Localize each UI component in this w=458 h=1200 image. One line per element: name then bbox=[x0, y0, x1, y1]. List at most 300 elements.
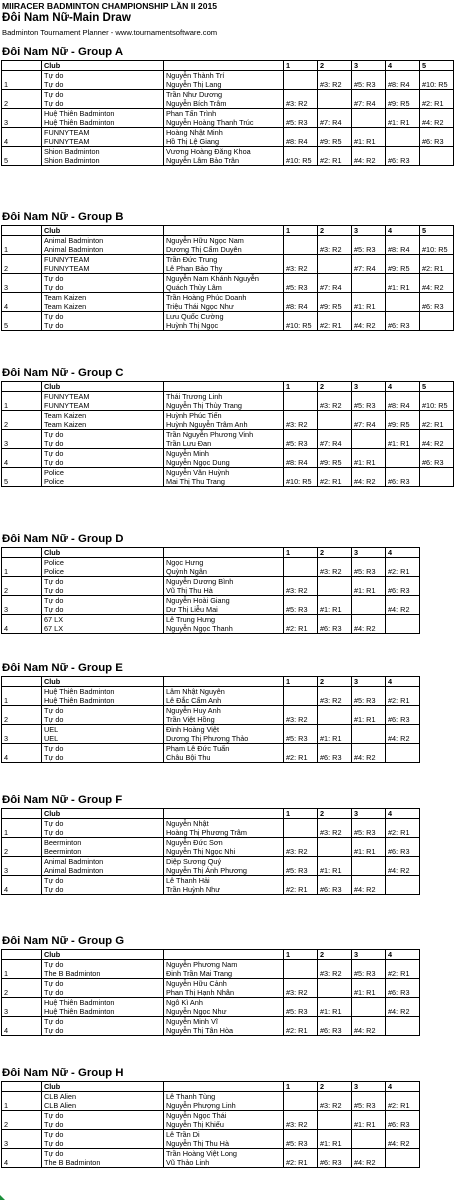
result-cell bbox=[318, 876, 352, 886]
result-cell: #9: R5 bbox=[318, 137, 352, 147]
result-cell: #1: R1 bbox=[318, 1139, 352, 1149]
result-cell: #2: R1 bbox=[420, 420, 454, 430]
result-cell bbox=[420, 477, 454, 487]
player-cell: Nguyễn Thành Trí bbox=[164, 71, 284, 81]
table-row bbox=[2, 725, 420, 735]
header-cell-club: Club bbox=[42, 677, 164, 687]
result-cell bbox=[386, 71, 420, 81]
result-cell: #3: R2 bbox=[284, 847, 318, 857]
result-cell bbox=[386, 687, 420, 697]
result-cell bbox=[318, 988, 352, 998]
table-row bbox=[2, 90, 454, 100]
table-row bbox=[2, 586, 420, 596]
result-cell: #10: R5 bbox=[420, 80, 454, 90]
result-cell bbox=[318, 838, 352, 848]
result-cell bbox=[420, 109, 454, 119]
entry-number-cell bbox=[2, 1092, 42, 1102]
result-cell bbox=[352, 615, 386, 625]
entry-number-cell: 4 bbox=[2, 1026, 42, 1036]
header-cell-opponent: 5 bbox=[420, 226, 454, 236]
entry-number-cell bbox=[2, 449, 42, 459]
table-row bbox=[2, 255, 454, 265]
table-row bbox=[2, 876, 420, 886]
table-row bbox=[2, 1092, 420, 1102]
entry-number-cell bbox=[2, 1017, 42, 1027]
player-cell: Huỳnh Phúc Tiến bbox=[164, 411, 284, 421]
table-row bbox=[2, 819, 420, 829]
club-cell: Tự do bbox=[42, 321, 164, 331]
result-cell: #3: R2 bbox=[318, 969, 352, 979]
result-cell bbox=[420, 430, 454, 440]
club-cell: FUNNYTEAM bbox=[42, 255, 164, 265]
club-cell: Tự do bbox=[42, 1026, 164, 1036]
entry-number-cell: 4 bbox=[2, 1158, 42, 1168]
club-cell: Tự do bbox=[42, 274, 164, 284]
entry-number-cell: 4 bbox=[2, 624, 42, 634]
player-cell: Nguyễn Hoài Giang bbox=[164, 596, 284, 606]
result-cell bbox=[420, 392, 454, 402]
table-row bbox=[2, 706, 420, 716]
table-row bbox=[2, 118, 454, 128]
result-cell bbox=[284, 468, 318, 478]
result-cell bbox=[318, 558, 352, 568]
result-cell bbox=[284, 725, 318, 735]
table-header-row bbox=[2, 61, 454, 71]
entry-number-cell bbox=[2, 90, 42, 100]
result-cell bbox=[318, 706, 352, 716]
result-cell: #6: R3 bbox=[420, 137, 454, 147]
player-cell: Nguyễn Lâm Bảo Trân bbox=[164, 156, 284, 166]
header-cell-empty bbox=[2, 677, 42, 687]
result-cell bbox=[318, 312, 352, 322]
entry-number-cell bbox=[2, 274, 42, 284]
result-cell bbox=[284, 838, 318, 848]
result-cell: #1: R1 bbox=[352, 137, 386, 147]
result-cell bbox=[386, 458, 420, 468]
result-cell: #4: R2 bbox=[352, 156, 386, 166]
result-cell bbox=[352, 979, 386, 989]
entry-number-cell: 1 bbox=[2, 1101, 42, 1111]
result-cell: #2: R1 bbox=[284, 1158, 318, 1168]
result-cell bbox=[352, 236, 386, 246]
result-cell: #1: R1 bbox=[318, 1007, 352, 1017]
result-cell: #3: R2 bbox=[318, 401, 352, 411]
result-cell: #8: R4 bbox=[386, 245, 420, 255]
result-cell bbox=[352, 90, 386, 100]
result-cell bbox=[318, 857, 352, 867]
result-cell: #3: R2 bbox=[284, 99, 318, 109]
player-cell: Hoàng Thị Phương Trâm bbox=[164, 828, 284, 838]
club-cell: Police bbox=[42, 468, 164, 478]
result-cell bbox=[284, 411, 318, 421]
table-row bbox=[2, 411, 454, 421]
header-cell-club: Club bbox=[42, 548, 164, 558]
player-cell: Nguyễn Minh bbox=[164, 449, 284, 459]
result-cell: #5: R3 bbox=[352, 245, 386, 255]
result-cell bbox=[386, 558, 420, 568]
header-cell-club: Club bbox=[42, 950, 164, 960]
club-cell: Tự do bbox=[42, 586, 164, 596]
header-cell-club: Club bbox=[42, 382, 164, 392]
result-cell: #5: R3 bbox=[352, 1101, 386, 1111]
entry-number-cell: 1 bbox=[2, 80, 42, 90]
table-row bbox=[2, 1120, 420, 1130]
group-title: Đôi Nam Nữ - Group B bbox=[2, 211, 124, 223]
result-cell bbox=[318, 274, 352, 284]
result-cell: #2: R1 bbox=[386, 567, 420, 577]
result-cell bbox=[352, 577, 386, 587]
result-cell bbox=[420, 274, 454, 284]
club-cell: CLB Alien bbox=[42, 1101, 164, 1111]
club-cell: Tự do bbox=[42, 988, 164, 998]
result-cell bbox=[284, 109, 318, 119]
table-row bbox=[2, 624, 420, 634]
header-cell-opponent: 3 bbox=[352, 1082, 386, 1092]
header-cell-opponent: 2 bbox=[318, 61, 352, 71]
header-cell-empty bbox=[2, 1082, 42, 1092]
club-cell: FUNNYTEAM bbox=[42, 137, 164, 147]
result-cell bbox=[386, 838, 420, 848]
result-cell bbox=[352, 857, 386, 867]
result-cell: #8: R4 bbox=[284, 458, 318, 468]
player-cell: Nguyễn Nam Khánh Nguyễn bbox=[164, 274, 284, 284]
table-row bbox=[2, 458, 454, 468]
player-cell: Châu Bội Thu bbox=[164, 753, 284, 763]
club-cell: Police bbox=[42, 567, 164, 577]
result-cell: #9: R5 bbox=[386, 420, 420, 430]
club-cell: Tự do bbox=[42, 715, 164, 725]
result-cell bbox=[318, 596, 352, 606]
club-cell: Tự do bbox=[42, 885, 164, 895]
player-cell: Trần Huỳnh Như bbox=[164, 885, 284, 895]
result-cell: #7: R4 bbox=[352, 99, 386, 109]
result-cell bbox=[352, 1130, 386, 1140]
result-cell bbox=[318, 1130, 352, 1140]
table-row bbox=[2, 392, 454, 402]
header-cell-opponent: 4 bbox=[386, 226, 420, 236]
player-cell: Dương Thị Cẩm Duyên bbox=[164, 245, 284, 255]
result-cell: #1: R1 bbox=[352, 988, 386, 998]
result-cell: #8: R4 bbox=[386, 80, 420, 90]
entry-number-cell: 5 bbox=[2, 477, 42, 487]
table-row bbox=[2, 109, 454, 119]
result-cell bbox=[386, 819, 420, 829]
entry-number-cell bbox=[2, 312, 42, 322]
header-cell-opponent: 3 bbox=[352, 548, 386, 558]
result-cell: #2: R1 bbox=[284, 885, 318, 895]
header-cell-opponent: 4 bbox=[386, 809, 420, 819]
header-cell-opponent: 4 bbox=[386, 677, 420, 687]
result-cell bbox=[318, 960, 352, 970]
entry-number-cell bbox=[2, 109, 42, 119]
club-cell: CLB Alien bbox=[42, 1092, 164, 1102]
header-cell-opponent: 3 bbox=[352, 809, 386, 819]
table-row bbox=[2, 969, 420, 979]
club-cell: Shion Badminton bbox=[42, 156, 164, 166]
result-cell: #3: R2 bbox=[284, 715, 318, 725]
table-row bbox=[2, 1017, 420, 1027]
result-cell bbox=[284, 128, 318, 138]
result-cell: #1: R1 bbox=[318, 866, 352, 876]
result-cell bbox=[386, 725, 420, 735]
entry-number-cell bbox=[2, 615, 42, 625]
result-cell bbox=[352, 468, 386, 478]
club-cell: Huệ Thiên Badminton bbox=[42, 1007, 164, 1017]
result-cell: #8: R4 bbox=[284, 137, 318, 147]
result-cell bbox=[352, 725, 386, 735]
player-cell: Diệp Sương Quý bbox=[164, 857, 284, 867]
player-cell: Lê Trung Hưng bbox=[164, 615, 284, 625]
result-cell bbox=[386, 706, 420, 716]
table-row bbox=[2, 734, 420, 744]
header-cell-opponent: 4 bbox=[386, 950, 420, 960]
table-header-row bbox=[2, 382, 454, 392]
result-cell: #4: R2 bbox=[386, 605, 420, 615]
entry-number-cell: 4 bbox=[2, 885, 42, 895]
result-cell bbox=[352, 430, 386, 440]
result-cell bbox=[352, 866, 386, 876]
result-cell bbox=[386, 885, 420, 895]
table-header-row bbox=[2, 677, 420, 687]
header-cell-opponent: 1 bbox=[284, 1082, 318, 1092]
entry-number-cell: 4 bbox=[2, 753, 42, 763]
player-cell: Trần Như Dương bbox=[164, 90, 284, 100]
result-cell: #4: R2 bbox=[386, 1139, 420, 1149]
club-cell: Tự do bbox=[42, 1111, 164, 1121]
result-cell bbox=[352, 411, 386, 421]
result-cell bbox=[352, 293, 386, 303]
result-cell: #1: R1 bbox=[352, 586, 386, 596]
header-cell-opponent: 1 bbox=[284, 61, 318, 71]
result-cell bbox=[284, 449, 318, 459]
result-cell: #4: R2 bbox=[420, 439, 454, 449]
player-cell: Vũ Thảo Linh bbox=[164, 1158, 284, 1168]
result-cell bbox=[386, 147, 420, 157]
result-cell bbox=[386, 1026, 420, 1036]
result-cell bbox=[284, 293, 318, 303]
result-cell bbox=[284, 876, 318, 886]
club-cell: Animal Badminton bbox=[42, 236, 164, 246]
result-cell bbox=[386, 744, 420, 754]
table-row bbox=[2, 236, 454, 246]
group-table bbox=[1, 547, 420, 634]
table-row bbox=[2, 687, 420, 697]
header-title: MIIRACER BADMINTON CHAMPIONSHIP LẦN II 2015 bbox=[2, 1, 218, 11]
table-row bbox=[2, 577, 420, 587]
header-cell-opponent: 1 bbox=[284, 548, 318, 558]
result-cell bbox=[318, 615, 352, 625]
result-cell bbox=[284, 969, 318, 979]
entry-number-cell bbox=[2, 1130, 42, 1140]
result-cell bbox=[284, 960, 318, 970]
result-cell bbox=[386, 596, 420, 606]
result-cell bbox=[318, 71, 352, 81]
table-row bbox=[2, 321, 454, 331]
entry-number-cell bbox=[2, 706, 42, 716]
club-cell: UEL bbox=[42, 725, 164, 735]
table-row bbox=[2, 753, 420, 763]
entry-number-cell: 2 bbox=[2, 988, 42, 998]
header-cell-opponent: 3 bbox=[352, 61, 386, 71]
result-cell bbox=[386, 109, 420, 119]
entry-number-cell: 4 bbox=[2, 302, 42, 312]
player-cell: Dương Thị Phương Thảo bbox=[164, 734, 284, 744]
result-cell bbox=[386, 411, 420, 421]
result-cell: #5: R3 bbox=[284, 734, 318, 744]
entry-number-cell bbox=[2, 857, 42, 867]
club-cell: Tự do bbox=[42, 430, 164, 440]
group-section bbox=[0, 661, 458, 762]
table-row bbox=[2, 449, 454, 459]
player-cell: Nguyễn Ngọc Như bbox=[164, 1007, 284, 1017]
table-row bbox=[2, 558, 420, 568]
result-cell bbox=[352, 1111, 386, 1121]
header-cell-player bbox=[164, 61, 284, 71]
player-cell: Nguyễn Phượng Linh bbox=[164, 1101, 284, 1111]
result-cell bbox=[318, 1092, 352, 1102]
result-cell bbox=[386, 255, 420, 265]
result-cell: #1: R1 bbox=[352, 302, 386, 312]
club-cell: Huệ Thiên Badminton bbox=[42, 696, 164, 706]
result-cell: #8: R4 bbox=[284, 302, 318, 312]
table-row bbox=[2, 1101, 420, 1111]
club-cell: Tự do bbox=[42, 1017, 164, 1027]
result-cell bbox=[352, 449, 386, 459]
entry-number-cell: 1 bbox=[2, 696, 42, 706]
header-cell-opponent: 2 bbox=[318, 1082, 352, 1092]
result-cell bbox=[386, 577, 420, 587]
entry-number-cell bbox=[2, 558, 42, 568]
result-cell bbox=[420, 468, 454, 478]
entry-number-cell bbox=[2, 71, 42, 81]
result-cell: #5: R3 bbox=[284, 1139, 318, 1149]
table-row bbox=[2, 567, 420, 577]
result-cell bbox=[386, 1092, 420, 1102]
group-title: Đôi Nam Nữ - Group H bbox=[2, 1067, 124, 1079]
table-row bbox=[2, 828, 420, 838]
header-cell-club: Club bbox=[42, 1082, 164, 1092]
result-cell: #3: R2 bbox=[318, 567, 352, 577]
header-cell-opponent: 4 bbox=[386, 382, 420, 392]
club-cell: Animal Badminton bbox=[42, 245, 164, 255]
result-cell: #10: R5 bbox=[420, 245, 454, 255]
header-cell-opponent: 3 bbox=[352, 382, 386, 392]
result-cell bbox=[318, 430, 352, 440]
player-cell: Quỳnh Ngân bbox=[164, 567, 284, 577]
result-cell bbox=[284, 567, 318, 577]
player-cell: Nguyễn Thị Tân Hòa bbox=[164, 1026, 284, 1036]
result-cell: #1: R1 bbox=[352, 847, 386, 857]
result-cell: #1: R1 bbox=[352, 458, 386, 468]
header-cell-empty bbox=[2, 382, 42, 392]
result-cell: #4: R2 bbox=[420, 283, 454, 293]
club-cell: Beerminton bbox=[42, 838, 164, 848]
result-cell: #5: R3 bbox=[284, 439, 318, 449]
club-cell: Police bbox=[42, 558, 164, 568]
header-cell-opponent: 1 bbox=[284, 950, 318, 960]
group-section bbox=[0, 934, 458, 1035]
result-cell: #3: R2 bbox=[284, 420, 318, 430]
club-cell: Tự do bbox=[42, 439, 164, 449]
player-cell: Triệu Thái Ngọc Như bbox=[164, 302, 284, 312]
result-cell bbox=[284, 236, 318, 246]
result-cell bbox=[284, 1017, 318, 1027]
group-section bbox=[0, 45, 458, 165]
player-cell: Phạm Lê Đức Tuấn bbox=[164, 744, 284, 754]
result-cell: #6: R3 bbox=[318, 1026, 352, 1036]
result-cell bbox=[352, 71, 386, 81]
header-cell-opponent: 4 bbox=[386, 61, 420, 71]
result-cell bbox=[386, 430, 420, 440]
result-cell bbox=[284, 596, 318, 606]
result-cell: #6: R3 bbox=[318, 753, 352, 763]
player-cell: Lê Trần Di bbox=[164, 1130, 284, 1140]
result-cell bbox=[318, 392, 352, 402]
result-cell bbox=[386, 1130, 420, 1140]
result-cell: #10: R5 bbox=[420, 401, 454, 411]
header-cell-player bbox=[164, 809, 284, 819]
result-cell: #4: R2 bbox=[420, 118, 454, 128]
result-cell: #5: R3 bbox=[284, 866, 318, 876]
header-cell-opponent: 2 bbox=[318, 950, 352, 960]
table-header-row bbox=[2, 548, 420, 558]
result-cell: #1: R1 bbox=[318, 605, 352, 615]
result-cell bbox=[318, 687, 352, 697]
header-cell-empty bbox=[2, 950, 42, 960]
player-cell: Quách Thùy Lâm bbox=[164, 283, 284, 293]
result-cell bbox=[352, 118, 386, 128]
entry-number-cell bbox=[2, 1111, 42, 1121]
result-cell bbox=[420, 312, 454, 322]
result-cell: #5: R3 bbox=[284, 283, 318, 293]
group-title: Đôi Nam Nữ - Group D bbox=[2, 533, 124, 545]
header-cell-club: Club bbox=[42, 809, 164, 819]
result-cell: #7: R4 bbox=[352, 264, 386, 274]
entry-number-cell bbox=[2, 979, 42, 989]
result-cell bbox=[318, 1120, 352, 1130]
club-cell: Animal Badminton bbox=[42, 866, 164, 876]
result-cell: #10: R5 bbox=[284, 477, 318, 487]
entry-number-cell: 4 bbox=[2, 137, 42, 147]
club-cell: Huệ Thiên Badminton bbox=[42, 109, 164, 119]
result-cell: #4: R2 bbox=[352, 1158, 386, 1168]
header-cell-club: Club bbox=[42, 226, 164, 236]
entry-number-cell bbox=[2, 577, 42, 587]
result-cell bbox=[386, 312, 420, 322]
table-row bbox=[2, 401, 454, 411]
result-cell bbox=[386, 1017, 420, 1027]
result-cell bbox=[284, 1101, 318, 1111]
entry-number-cell bbox=[2, 838, 42, 848]
result-cell bbox=[352, 819, 386, 829]
club-cell: Tự do bbox=[42, 605, 164, 615]
entry-number-cell: 3 bbox=[2, 439, 42, 449]
table-row bbox=[2, 147, 454, 157]
player-cell: Trần Hoàng Việt Long bbox=[164, 1149, 284, 1159]
table-row bbox=[2, 979, 420, 989]
result-cell bbox=[420, 321, 454, 331]
result-cell: #1: R1 bbox=[386, 118, 420, 128]
header-cell-player bbox=[164, 950, 284, 960]
group-table bbox=[1, 381, 454, 487]
club-cell: Tự do bbox=[42, 312, 164, 322]
result-cell: #4: R2 bbox=[352, 321, 386, 331]
result-cell bbox=[284, 80, 318, 90]
player-cell: Nguyễn Minh Vĩ bbox=[164, 1017, 284, 1027]
entry-number-cell bbox=[2, 725, 42, 735]
result-cell bbox=[284, 828, 318, 838]
player-cell: Nguyễn Nhật bbox=[164, 819, 284, 829]
